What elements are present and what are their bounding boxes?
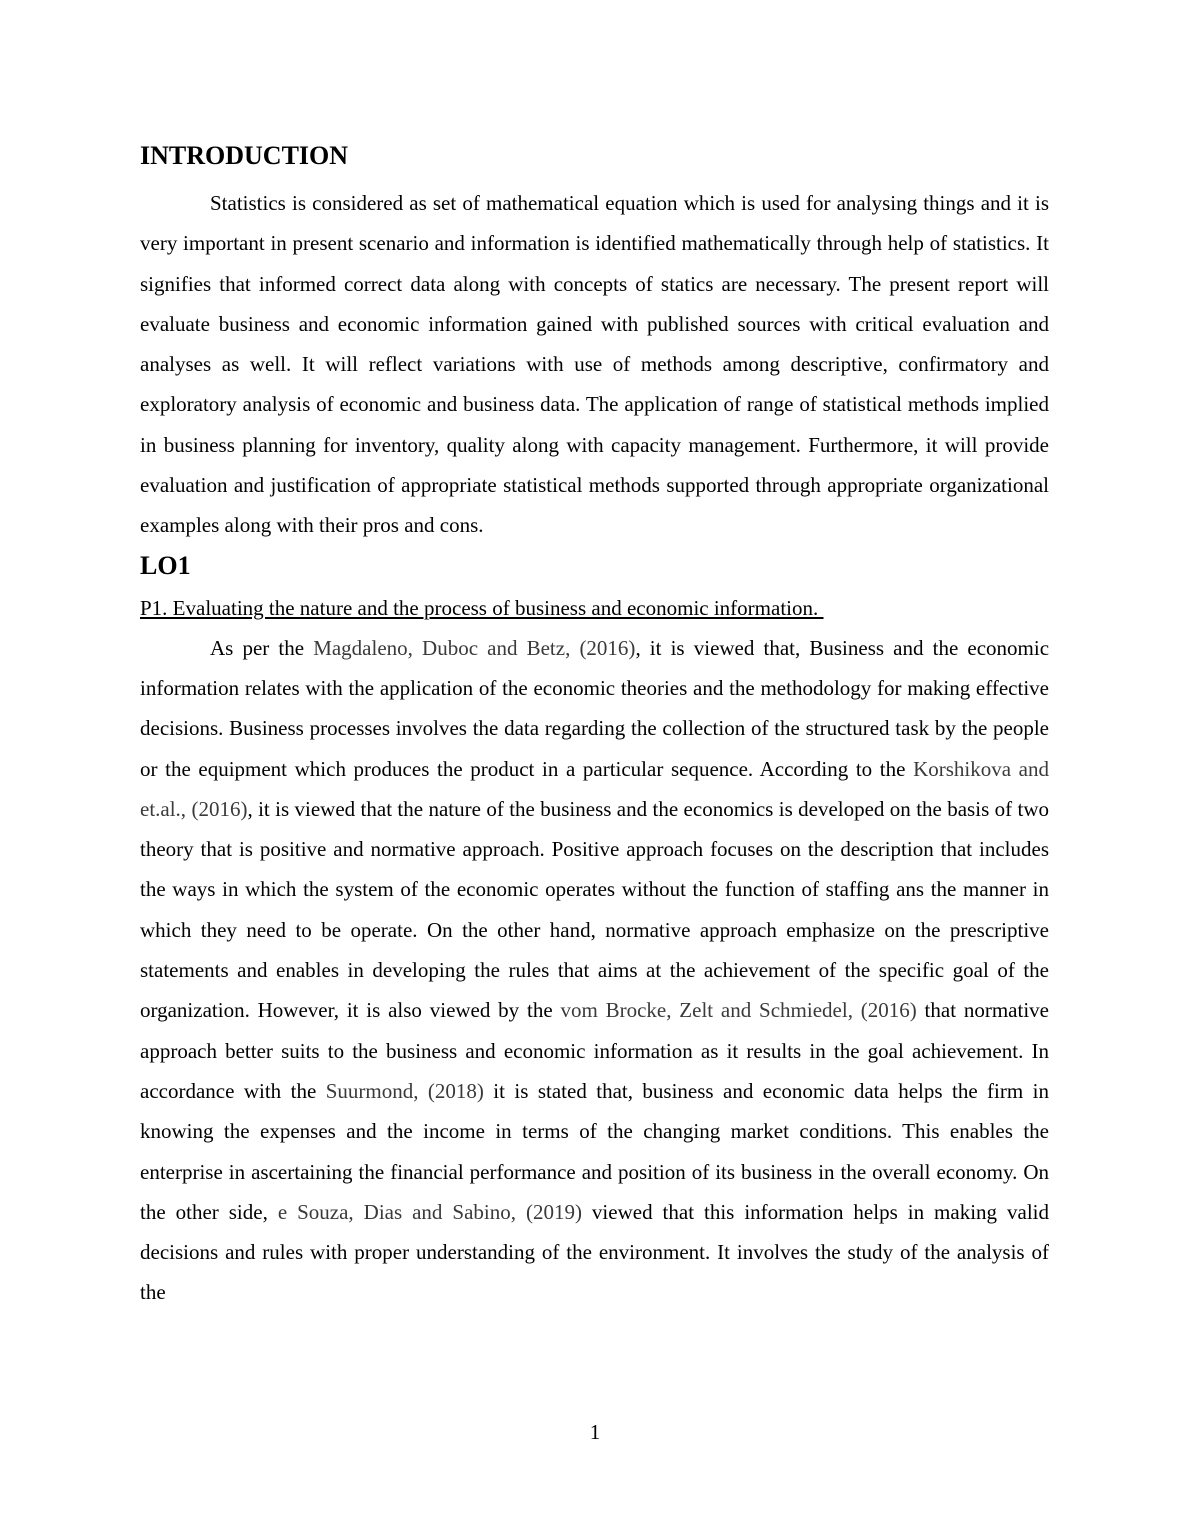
p1-text-6: viewed that this information helps in making valid decisions and rules with proper understanding of the environment. It involves the study of the analysis of the <box>140 1199 1049 1305</box>
p1-text-4: that normative approach better suits to the business and economic information as it results in the goal achievement. In accordance with the <box>140 998 1049 1103</box>
p1-text-3: , it is viewed that the nature of the business and the economics is developed on the basis of two theory that is positive and normative approach. Positive approach focuses on the description that includes the ways in which the system of the economic operates without the function of staffing ans the manner in which they need to be operate. On the other hand, normative approach emphasize on the prescriptive statements and enables in developing the rules that aims at the achievement of the specific goal of the organization. However, it is also viewed by the <box>140 796 1050 1023</box>
page-number: 1 <box>589 1420 601 1444</box>
citation-e-souza: e Souza, Dias and Sabino, (2019) <box>277 1199 582 1224</box>
p1-text-5: it is stated that, business and economic data helps the firm in knowing the expenses and the income in terms of the changing market conditions. This enables the enterprise in ascertaining the financial performance and position of its business in the overall economy. On the other side, <box>140 1078 1049 1224</box>
p1-text-1: As per the <box>210 635 314 660</box>
lo1-heading: LO1 <box>140 550 191 580</box>
p1-text-2: , it is viewed that, Business and the economic information relates with the application of the economic theories and the methodology for making effective decisions. Business processes involves the data regarding the collection of the structured task by the people or the equipment which produces the product in a particular sequence. According to the <box>140 635 1050 781</box>
citation-vom-brocke: vom Brocke, Zelt and Schmiedel, (2016) <box>560 998 917 1023</box>
p1-subheading: P1. Evaluating the nature and the process of business and economic information. <box>140 595 824 620</box>
introduction-paragraph: Statistics is considered as set of mathematical equation which is used for analysing things and it is very important in present scenario and information is identified mathematically through help of statistics. It signifies that informed correct data along with concepts of statics are necessary. The present report will evaluate business and economic information gained with published sources with critical evaluation and analyses as well. It will reflect variations with use of methods among descriptive, confirmatory and exploratory analysis of economic and business data. The application of range of statistical methods implied in business planning for inventory, quality along with capacity management. Furthermore, it will provide evaluation and justification of appropriate statistical methods supported through appropriate organizational examples along with their pros and cons. <box>140 191 1049 538</box>
citation-magdaleno: Magdaleno, Duboc and Betz, (2016) <box>313 635 636 660</box>
citation-korshikova: Korshikova and et.al., (2016) <box>140 756 1049 821</box>
p1-paragraph <box>140 628 1049 1313</box>
introduction-heading: INTRODUCTION <box>140 141 349 170</box>
page-content <box>140 138 1049 1313</box>
citation-suurmond: Suurmond, (2018) <box>325 1078 484 1103</box>
